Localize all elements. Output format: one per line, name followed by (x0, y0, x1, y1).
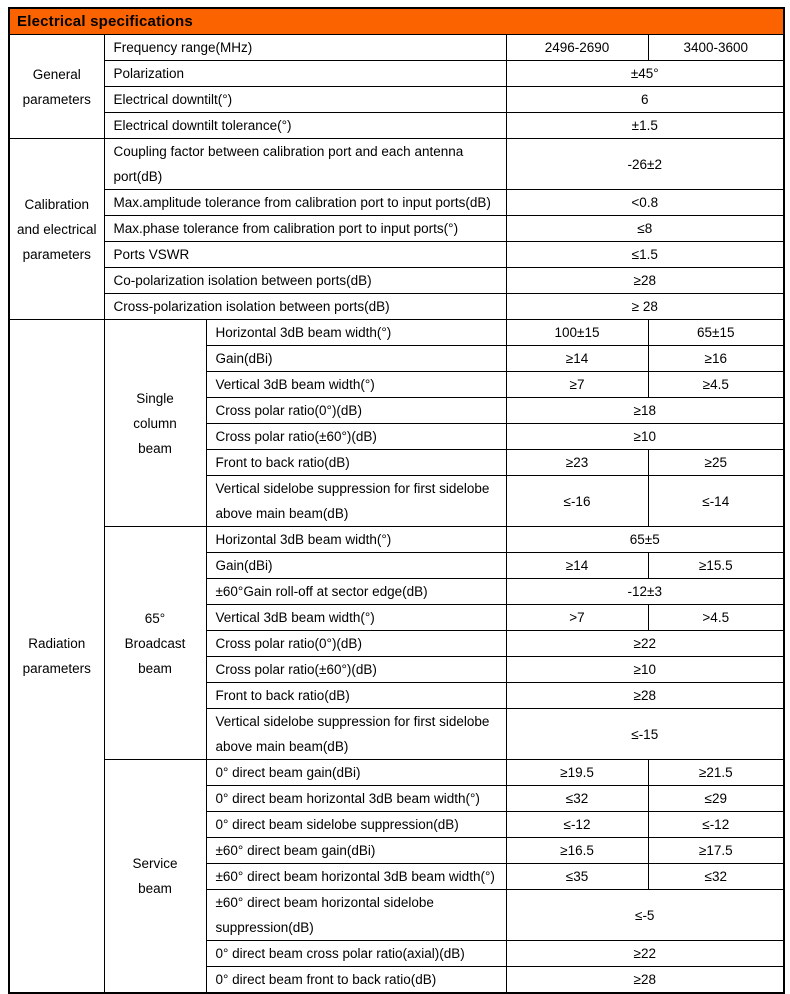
param-cell: Cross polar ratio(0°)(dB) (206, 398, 506, 424)
value-cell: ≥18 (506, 398, 784, 424)
value-cell: >4.5 (648, 605, 784, 631)
param-cell: Vertical sidelobe suppression for first sidelobe above main beam(dB) (206, 476, 506, 527)
value-cell: ≥14 (506, 553, 648, 579)
value-cell: ≤-12 (506, 812, 648, 838)
value-cell: ≥21.5 (648, 760, 784, 786)
value-cell: ≥28 (506, 683, 784, 709)
value-cell: ≤29 (648, 786, 784, 812)
param-cell: Electrical downtilt(°) (104, 87, 506, 113)
electrical-specifications-table (8, 7, 785, 994)
table-row (9, 268, 784, 294)
value-cell: ≥ 28 (506, 294, 784, 320)
param-cell: ±60° direct beam horizontal 3dB beam width(°) (206, 864, 506, 890)
param-cell: Max.phase tolerance from calibration port to input ports(°) (104, 216, 506, 242)
table-row (9, 87, 784, 113)
value-cell: ≤-15 (506, 709, 784, 760)
value-cell: ≥19.5 (506, 760, 648, 786)
table-row (9, 320, 784, 346)
table-row (9, 242, 784, 268)
param-cell: Co-polarization isolation between ports(dB) (104, 268, 506, 294)
param-cell: Vertical sidelobe suppression for first sidelobe above main beam(dB) (206, 709, 506, 760)
param-cell: 0° direct beam sidelobe suppression(dB) (206, 812, 506, 838)
value-cell: <0.8 (506, 190, 784, 216)
value-cell: 65±15 (648, 320, 784, 346)
param-cell: Polarization (104, 61, 506, 87)
value-cell: ≥15.5 (648, 553, 784, 579)
value-cell: ≥10 (506, 657, 784, 683)
param-cell: Coupling factor between calibration port and each antenna port(dB) (104, 139, 506, 190)
value-cell: ≥10 (506, 424, 784, 450)
value-cell: ≤-12 (648, 812, 784, 838)
param-cell: Horizontal 3dB beam width(°) (206, 527, 506, 553)
table-title: Electrical specifications (9, 8, 784, 35)
value-cell: 6 (506, 87, 784, 113)
param-cell: Gain(dBi) (206, 553, 506, 579)
param-cell: 0° direct beam gain(dBi) (206, 760, 506, 786)
value-cell: ≥23 (506, 450, 648, 476)
param-cell: Front to back ratio(dB) (206, 450, 506, 476)
param-cell: Max.amplitude tolerance from calibration port to input ports(dB) (104, 190, 506, 216)
table-row (9, 61, 784, 87)
table-row (9, 760, 784, 786)
table-row (9, 527, 784, 553)
value-cell: ≥16.5 (506, 838, 648, 864)
value-cell: ≥28 (506, 268, 784, 294)
value-cell: ≥22 (506, 941, 784, 967)
param-cell: 0° direct beam front to back ratio(dB) (206, 967, 506, 994)
param-cell: Horizontal 3dB beam width(°) (206, 320, 506, 346)
table-row (9, 294, 784, 320)
value-cell: ≥17.5 (648, 838, 784, 864)
subgroup-cell-service-beam: Service beam (104, 760, 206, 994)
subgroup-cell-single-column-beam: Single column beam (104, 320, 206, 527)
param-cell: Frequency range(MHz) (104, 35, 506, 61)
value-cell: ±45° (506, 61, 784, 87)
value-cell: ≥22 (506, 631, 784, 657)
value-cell: >7 (506, 605, 648, 631)
table-row (9, 190, 784, 216)
value-cell: ≥28 (506, 967, 784, 994)
value-cell: ≥7 (506, 372, 648, 398)
value-cell: ≥16 (648, 346, 784, 372)
param-cell: Cross polar ratio(±60°)(dB) (206, 657, 506, 683)
table-row (9, 216, 784, 242)
param-cell: Cross-polarization isolation between ports(dB) (104, 294, 506, 320)
table-row (9, 8, 784, 35)
value-cell: ≤-16 (506, 476, 648, 527)
value-cell: ≥25 (648, 450, 784, 476)
value-cell: 3400-3600 (648, 35, 784, 61)
table-row (9, 35, 784, 61)
value-cell: ≥14 (506, 346, 648, 372)
param-cell: ±60°Gain roll-off at sector edge(dB) (206, 579, 506, 605)
param-cell: ±60° direct beam horizontal sidelobe suppression(dB) (206, 890, 506, 941)
param-cell: Ports VSWR (104, 242, 506, 268)
param-cell: Cross polar ratio(±60°)(dB) (206, 424, 506, 450)
table-row (9, 139, 784, 190)
value-cell: -26±2 (506, 139, 784, 190)
value-cell: ≤1.5 (506, 242, 784, 268)
value-cell: 65±5 (506, 527, 784, 553)
value-cell: ±1.5 (506, 113, 784, 139)
param-cell: Electrical downtilt tolerance(°) (104, 113, 506, 139)
value-cell: -12±3 (506, 579, 784, 605)
param-cell: ±60° direct beam gain(dBi) (206, 838, 506, 864)
value-cell: 2496-2690 (506, 35, 648, 61)
param-cell: Cross polar ratio(0°)(dB) (206, 631, 506, 657)
group-cell-radiation-parameters: Radiation parameters (9, 320, 104, 994)
param-cell: 0° direct beam horizontal 3dB beam width(°) (206, 786, 506, 812)
value-cell: ≤32 (506, 786, 648, 812)
value-cell: ≤8 (506, 216, 784, 242)
value-cell: 100±15 (506, 320, 648, 346)
value-cell: ≤35 (506, 864, 648, 890)
param-cell: Vertical 3dB beam width(°) (206, 372, 506, 398)
param-cell: 0° direct beam cross polar ratio(axial)(dB) (206, 941, 506, 967)
param-cell: Front to back ratio(dB) (206, 683, 506, 709)
value-cell: ≥4.5 (648, 372, 784, 398)
value-cell: ≤32 (648, 864, 784, 890)
value-cell: ≤-5 (506, 890, 784, 941)
param-cell: Vertical 3dB beam width(°) (206, 605, 506, 631)
param-cell: Gain(dBi) (206, 346, 506, 372)
group-cell-calibration-parameters: Calibration and electrical parameters (9, 139, 104, 320)
group-cell-general-parameters: General parameters (9, 35, 104, 139)
subgroup-cell-broadcast-beam: 65° Broadcast beam (104, 527, 206, 760)
value-cell: ≤-14 (648, 476, 784, 527)
table-row (9, 113, 784, 139)
